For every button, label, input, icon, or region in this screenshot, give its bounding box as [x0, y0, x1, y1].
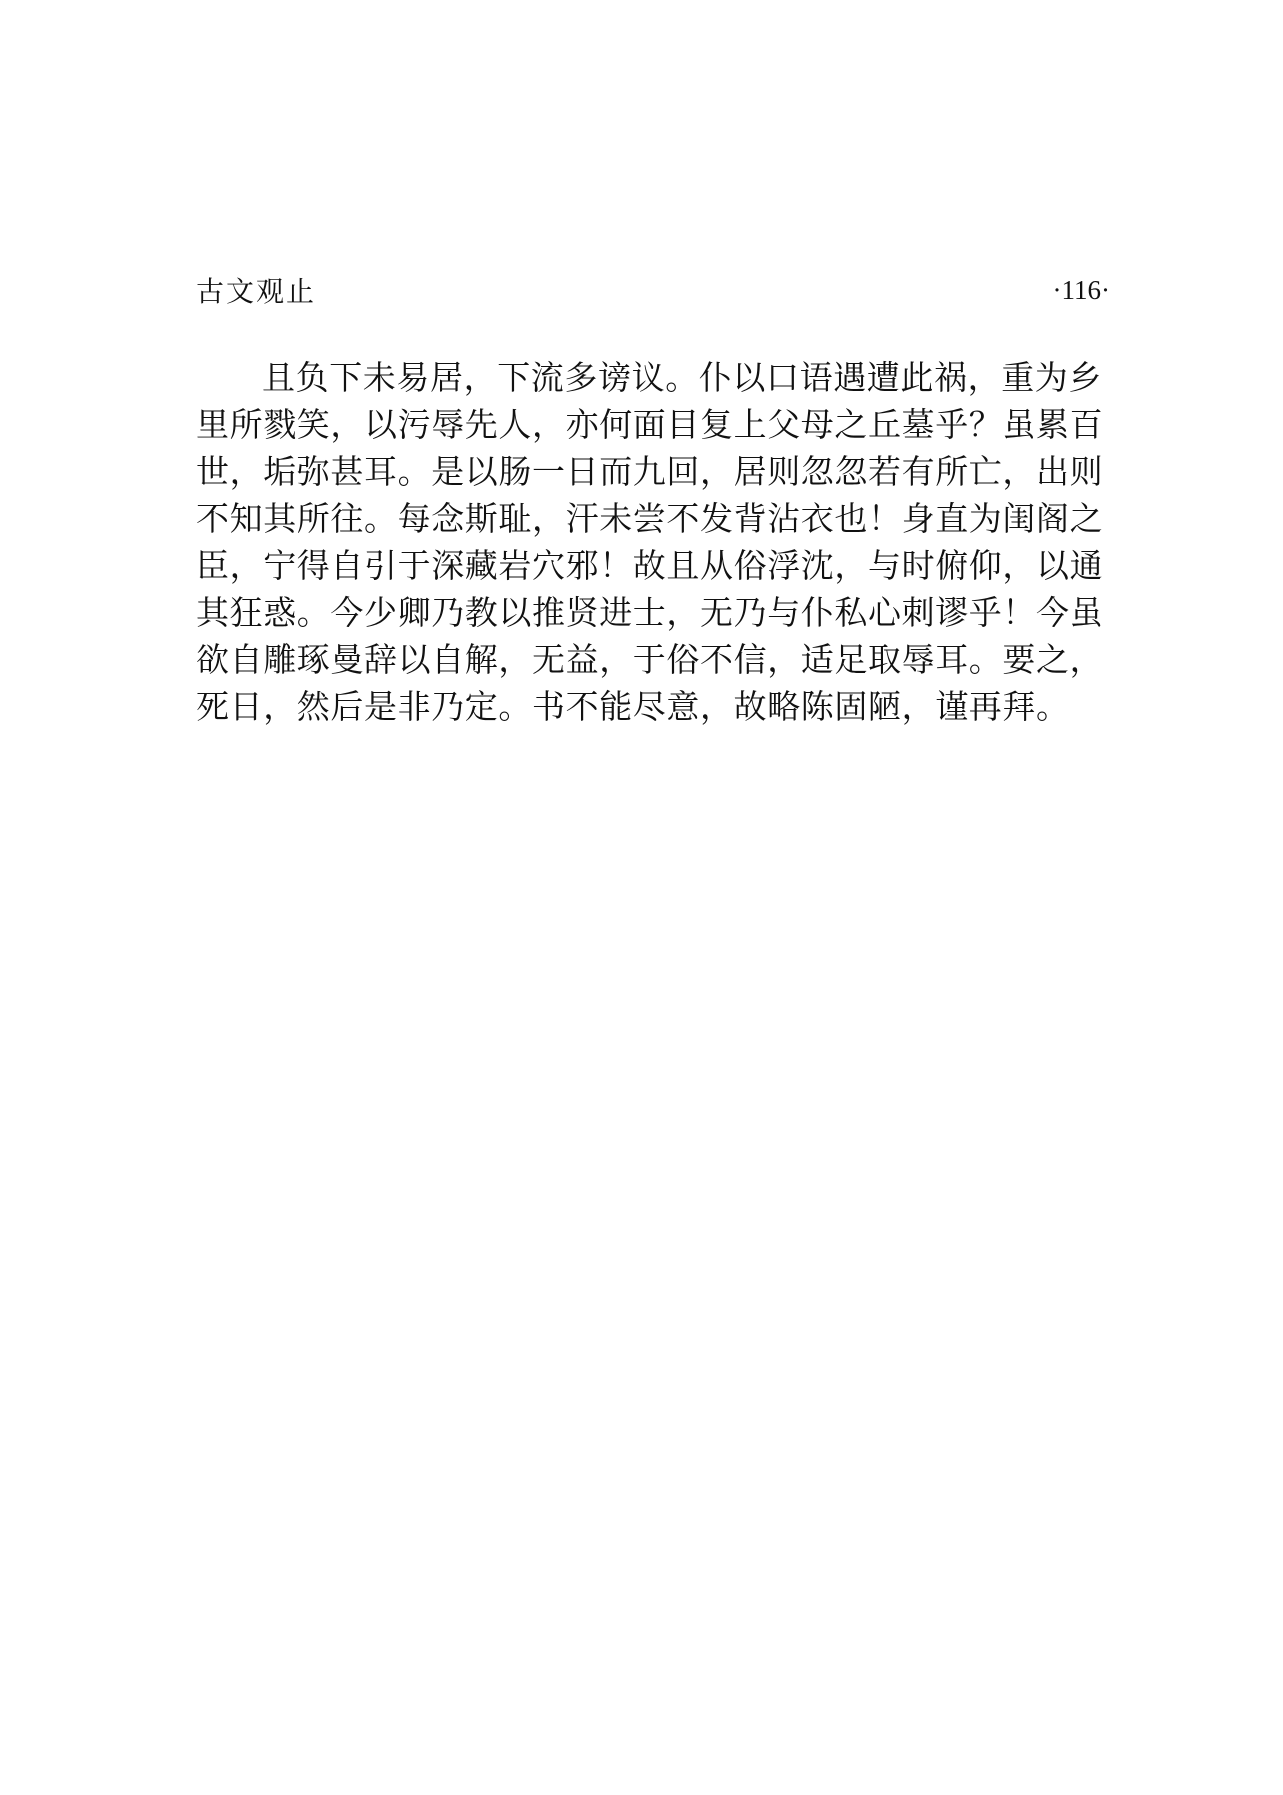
- text-line: 其狂惑。今少卿乃教以推贤进士，无乃与仆私心刺谬乎！今虽: [196, 593, 1104, 632]
- running-header: [196, 270, 1110, 310]
- text-line: 不知其所往。每念斯耻，汗未尝不发背沾衣也！身直为闺阁之: [196, 499, 1104, 538]
- book-title: 古文观止: [196, 275, 317, 308]
- body-paragraph: [196, 354, 1110, 730]
- text-line: 臣，宁得自引于深藏岩穴邪！故且从俗浮沈，与时俯仰，以通: [196, 546, 1104, 585]
- text-line: 世，垢弥甚耳。是以肠一日而九回，居则忽忽若有所亡，出则: [196, 452, 1104, 491]
- page-number: ·116·: [1052, 274, 1110, 305]
- text-line: 欲自雕琢曼辞以自解，无益，于俗不信，适足取辱耳。要之，: [196, 640, 1104, 679]
- text-line: 里所戮笑，以污辱先人，亦何面目复上父母之丘墓乎？虽累百: [196, 405, 1104, 444]
- text-line: 且负下未易居，下流多谤议。仆以口语遇遭此祸，重为乡: [262, 358, 1102, 397]
- text-line: 死日，然后是非乃定。书不能尽意，故略陈固陋，谨再拜。: [196, 687, 1070, 726]
